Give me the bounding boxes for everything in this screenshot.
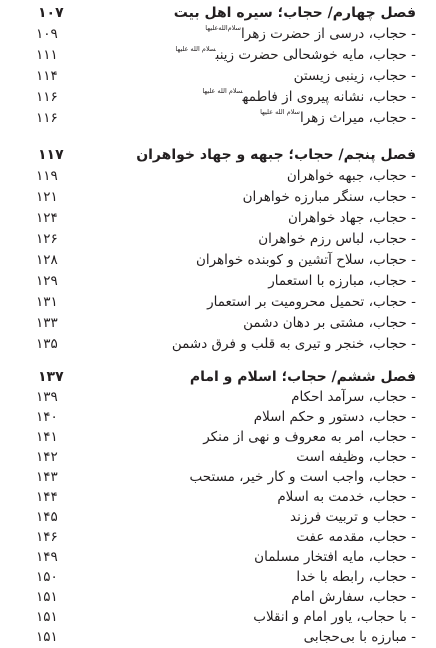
entry-title: - حجاب، مایه افتخار مسلمان [254, 549, 416, 565]
entry-title: - مبارزه با بی‌حجابی [303, 629, 416, 645]
toc-entry [14, 24, 416, 45]
page-number: ۱۵۱ [36, 629, 58, 645]
page-number: ۱۲۱ [36, 189, 58, 205]
toc-entry [14, 487, 416, 508]
toc-entry [14, 587, 416, 608]
chapter-heading-row [14, 367, 416, 388]
page-number: ۱۱۹ [36, 168, 58, 184]
entry-title: - حجاب و تربیت فرزند [290, 509, 416, 525]
entry-title: - حجاب، رابطه با خدا [296, 569, 416, 585]
page-number: ۱۳۱ [36, 294, 58, 310]
toc-entry [14, 108, 416, 129]
entry-title: - با حجاب، یاور امام و انقلاب [253, 609, 416, 625]
entry-title: - حجاب، سفارش امام [291, 589, 416, 605]
toc-entry [14, 627, 416, 648]
entry-title: - حجاب، امر به معروف و نهی از منکر [203, 429, 416, 445]
toc-entry [14, 607, 416, 628]
page-number: ۱۴۰ [36, 409, 58, 425]
toc-entry [14, 547, 416, 568]
entry-title: - حجاب، زینبی زیستن [293, 68, 416, 84]
chapter-heading-row [14, 3, 416, 24]
entry-title: - حجاب، مبارزه با استعمار [268, 273, 416, 289]
toc-entry [14, 447, 416, 468]
entry-title: - حجاب، جبهه خواهران [286, 168, 416, 184]
toc-entry [14, 208, 416, 229]
chapter-title: فصل چهارم/ حجاب؛ سیره اهل بیت [173, 5, 416, 21]
entry-title: - حجاب، سلاح آتشین و کوبنده خواهران [195, 252, 416, 268]
toc-entry [14, 527, 416, 548]
page-number: ۱۰۹ [36, 26, 58, 42]
page-number: ۱۴۳ [36, 469, 58, 485]
toc-entry [14, 229, 416, 250]
entry-title: - حجاب، خدمت به اسلام [277, 489, 416, 505]
page-number: ۱۳۵ [36, 336, 58, 352]
page-number: ۱۴۱ [36, 429, 58, 445]
entry-title: - حجاب، سنگر مبارزه خواهران [242, 189, 416, 205]
page-number: ۱۱۴ [36, 68, 58, 84]
page-number: ۱۵۰ [36, 569, 58, 585]
page-number: ۱۱۱ [36, 47, 58, 63]
page-number: ۱۱۶ [36, 89, 58, 105]
toc-entry [14, 427, 416, 448]
toc-entry [14, 187, 416, 208]
page-number: ۱۲۶ [36, 231, 58, 247]
entry-title: - حجاب، مایه خوشحالی حضرت زینب$^{سلام الله علیها}$ [175, 45, 416, 63]
entry-title: - حجاب، مشتی بر دهان دشمن [243, 315, 416, 331]
page-number: ۱۴۲ [36, 449, 58, 465]
page-number: ۱۵۱ [36, 609, 58, 625]
honorific: سلام الله علیها [260, 108, 300, 116]
toc-entry [14, 407, 416, 428]
toc-entry [14, 166, 416, 187]
page-number: ۱۳۷ [38, 369, 64, 385]
page-number: ۱۰۷ [38, 5, 64, 21]
entry-title: - حجاب، تحمیل محرومیت بر استعمار [207, 294, 416, 310]
chapter-title: فصل پنجم/ حجاب؛ جبهه و جهاد خواهران [136, 147, 416, 163]
chapter-title: فصل ششم/ حجاب؛ اسلام و امام [189, 369, 416, 385]
toc-entry [14, 271, 416, 292]
entry-title: - حجاب، نشانه پیروی از فاطمه$^{سلام الله علیها}$ [202, 87, 416, 105]
toc-entry [14, 45, 416, 66]
entry-title: - حجاب، دستور و حکم اسلام [253, 409, 416, 425]
entry-title: - حجاب، خنجر و تیری به قلب و فرق دشمن [171, 336, 416, 352]
entry-title: - حجاب، لباس رزم خواهران [258, 231, 416, 247]
page-number: ۱۱۶ [36, 110, 58, 126]
entry-title: - حجاب، سرآمد احکام [291, 389, 416, 405]
honorific: سلام‌الله‌علیها [205, 24, 242, 32]
toc-entry [14, 292, 416, 313]
page-number: ۱۲۴ [36, 210, 58, 226]
chapter-heading-row [14, 145, 416, 166]
toc-entry [14, 313, 416, 334]
toc-entry [14, 87, 416, 108]
toc-entry [14, 387, 416, 408]
honorific: سلام الله علیها [175, 45, 216, 53]
page-number: ۱۴۹ [36, 549, 58, 565]
page-number: ۱۴۴ [36, 489, 58, 505]
page-number: ۱۳۹ [36, 389, 58, 405]
entry-title: - حجاب، مقدمه عفت [296, 529, 416, 545]
entry-title: - حجاب، درسی از حضرت زهرا$^{سلام‌الله‌علیها}$ [205, 24, 416, 42]
page-number: ۱۵۱ [36, 589, 58, 605]
page-number: ۱۲۸ [36, 252, 58, 268]
toc-entry [14, 567, 416, 588]
toc-entry [14, 334, 416, 355]
honorific: سلام الله علیها [202, 87, 243, 95]
page-number: ۱۴۶ [36, 529, 58, 545]
entry-title: - حجاب، جهاد خواهران [288, 210, 416, 226]
page-number: ۱۳۳ [36, 315, 58, 331]
entry-title: - حجاب، واجب است و کار خیر، مستحب [189, 469, 416, 485]
toc-entry [14, 507, 416, 528]
toc-entry [14, 66, 416, 87]
entry-title: - حجاب، میراث زهرا$^{سلام الله علیها}$ [260, 108, 416, 126]
entry-title: - حجاب، وظیفه است [296, 449, 416, 465]
page-number: ۱۱۷ [38, 147, 64, 163]
toc-entry [14, 467, 416, 488]
page-number: ۱۲۹ [36, 273, 58, 289]
page-number: ۱۴۵ [36, 509, 58, 525]
toc-entry [14, 250, 416, 271]
